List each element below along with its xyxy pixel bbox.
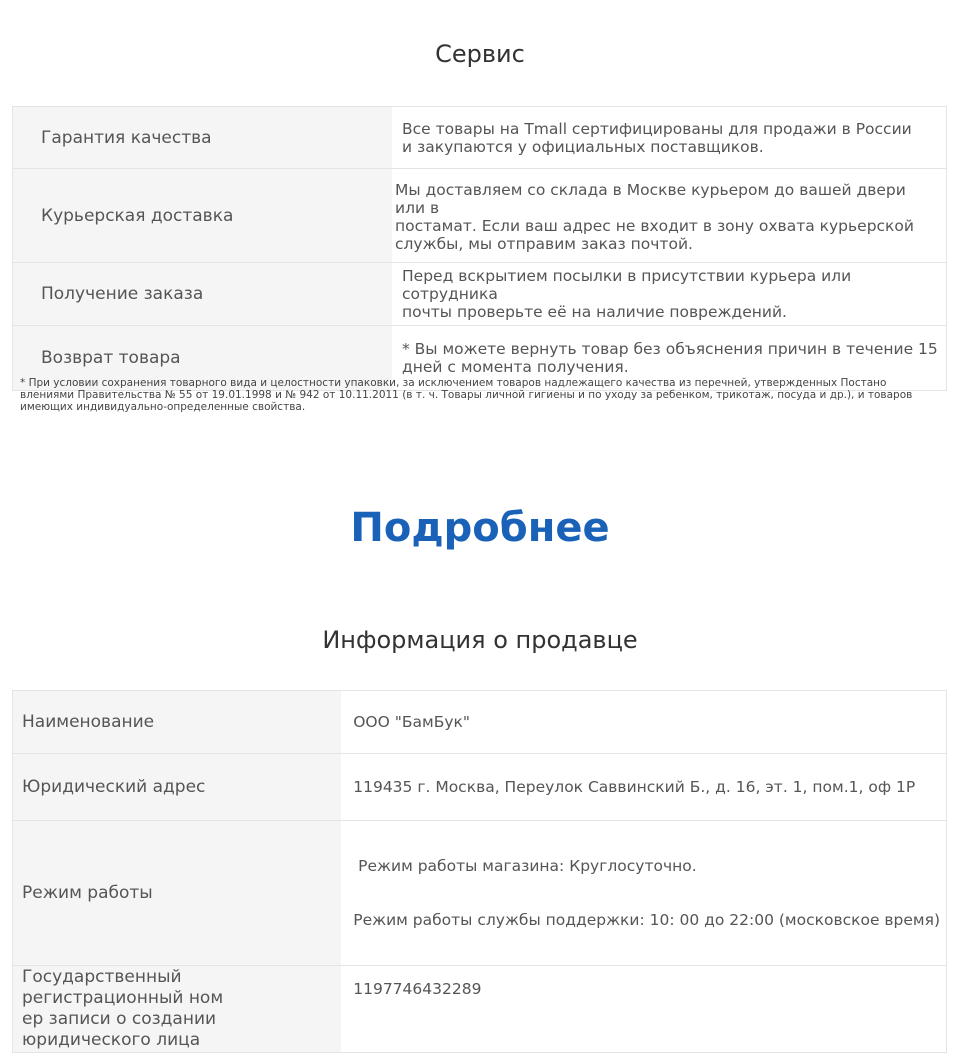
working-hours-value [341, 821, 946, 966]
text-line: Режим работы службы поддержки: 10: 00 до 22:00 (московское время) [353, 911, 940, 929]
text-line: Перед вскрытием посылки в присутствии курьера или сотрудника [402, 267, 852, 303]
order-receipt-label: Получение заказа [13, 263, 393, 326]
legal-address-value [341, 754, 946, 821]
label-line: ер записи о создании юридического лица [22, 1009, 217, 1050]
text-line: Режим работы магазина: Круглосуточно. [353, 857, 697, 875]
registration-number-value [341, 966, 946, 1053]
return-label: Возврат товара [13, 326, 393, 391]
table-row [13, 263, 947, 326]
table-row [13, 107, 947, 169]
table-row [13, 821, 947, 966]
footnote-line: имеющих индивидуально-определенные свойства. [20, 401, 306, 413]
working-hours-label: Режим работы [13, 821, 342, 966]
text-line: Мы доставляем со склада в Москве курьером до вашей двери или в [395, 181, 906, 217]
text-line: постамат. Если ваш адрес не входит в зону охвата курьерской [395, 217, 914, 235]
text-line: дней с момента получения. [402, 358, 629, 376]
return-footnote [20, 377, 940, 413]
service-table [12, 106, 947, 391]
text-line: 1197746432289 [353, 980, 482, 998]
text-line: Все товары на Tmall сертифицированы для продажи в России [402, 119, 912, 138]
text-line: * Вы можете вернуть товар без объяснения причин в течение 15 [402, 340, 938, 358]
legal-address-label: Юридический адрес [13, 754, 342, 821]
company-name-value [341, 691, 946, 754]
text-line: и закупаются у официальных поставщиков. [402, 137, 764, 156]
text-line: ООО "БамБук" [353, 713, 471, 731]
footnote-line: * При условии сохранения товарного вида и целостности упаковки, за исключением товаров надлежащего качества из перечней, утвержденных Постано [20, 377, 887, 389]
courier-delivery-text [392, 169, 947, 263]
table-row [13, 169, 947, 263]
text-line: 119435 г. Москва, Переулок Саввинский Б., д. 16, эт. 1, пом.1, оф 1Р [353, 778, 916, 796]
more-details-link[interactable]: Подробнее [350, 505, 610, 551]
table-row [13, 754, 947, 821]
table-row [13, 966, 947, 1053]
registration-number-label [13, 966, 342, 1053]
service-title: Сервис [435, 40, 525, 68]
quality-guarantee-text [392, 107, 947, 169]
text-line: службы, мы отправим заказ почтой. [395, 235, 693, 253]
courier-delivery-label: Курьерская доставка [13, 169, 393, 263]
text-line: почты проверьте её на наличие повреждений. [402, 303, 787, 321]
table-row [13, 691, 947, 754]
company-name-label: Наименование [13, 691, 342, 754]
quality-guarantee-label: Гарантия качества [13, 107, 393, 169]
order-receipt-text [392, 263, 947, 326]
footnote-line: влениями Правительства № 55 от 19.01.1998 и № 942 от 10.11.2011 (в т. ч. Товары личной гигиены и по уходу за ребенком, трикотаж, посуда и др.), и товаров [20, 389, 913, 401]
seller-table [12, 690, 947, 1053]
seller-info-title: Информация о продавце [322, 626, 638, 654]
label-line: Государственный регистрационный ном [22, 967, 224, 1008]
